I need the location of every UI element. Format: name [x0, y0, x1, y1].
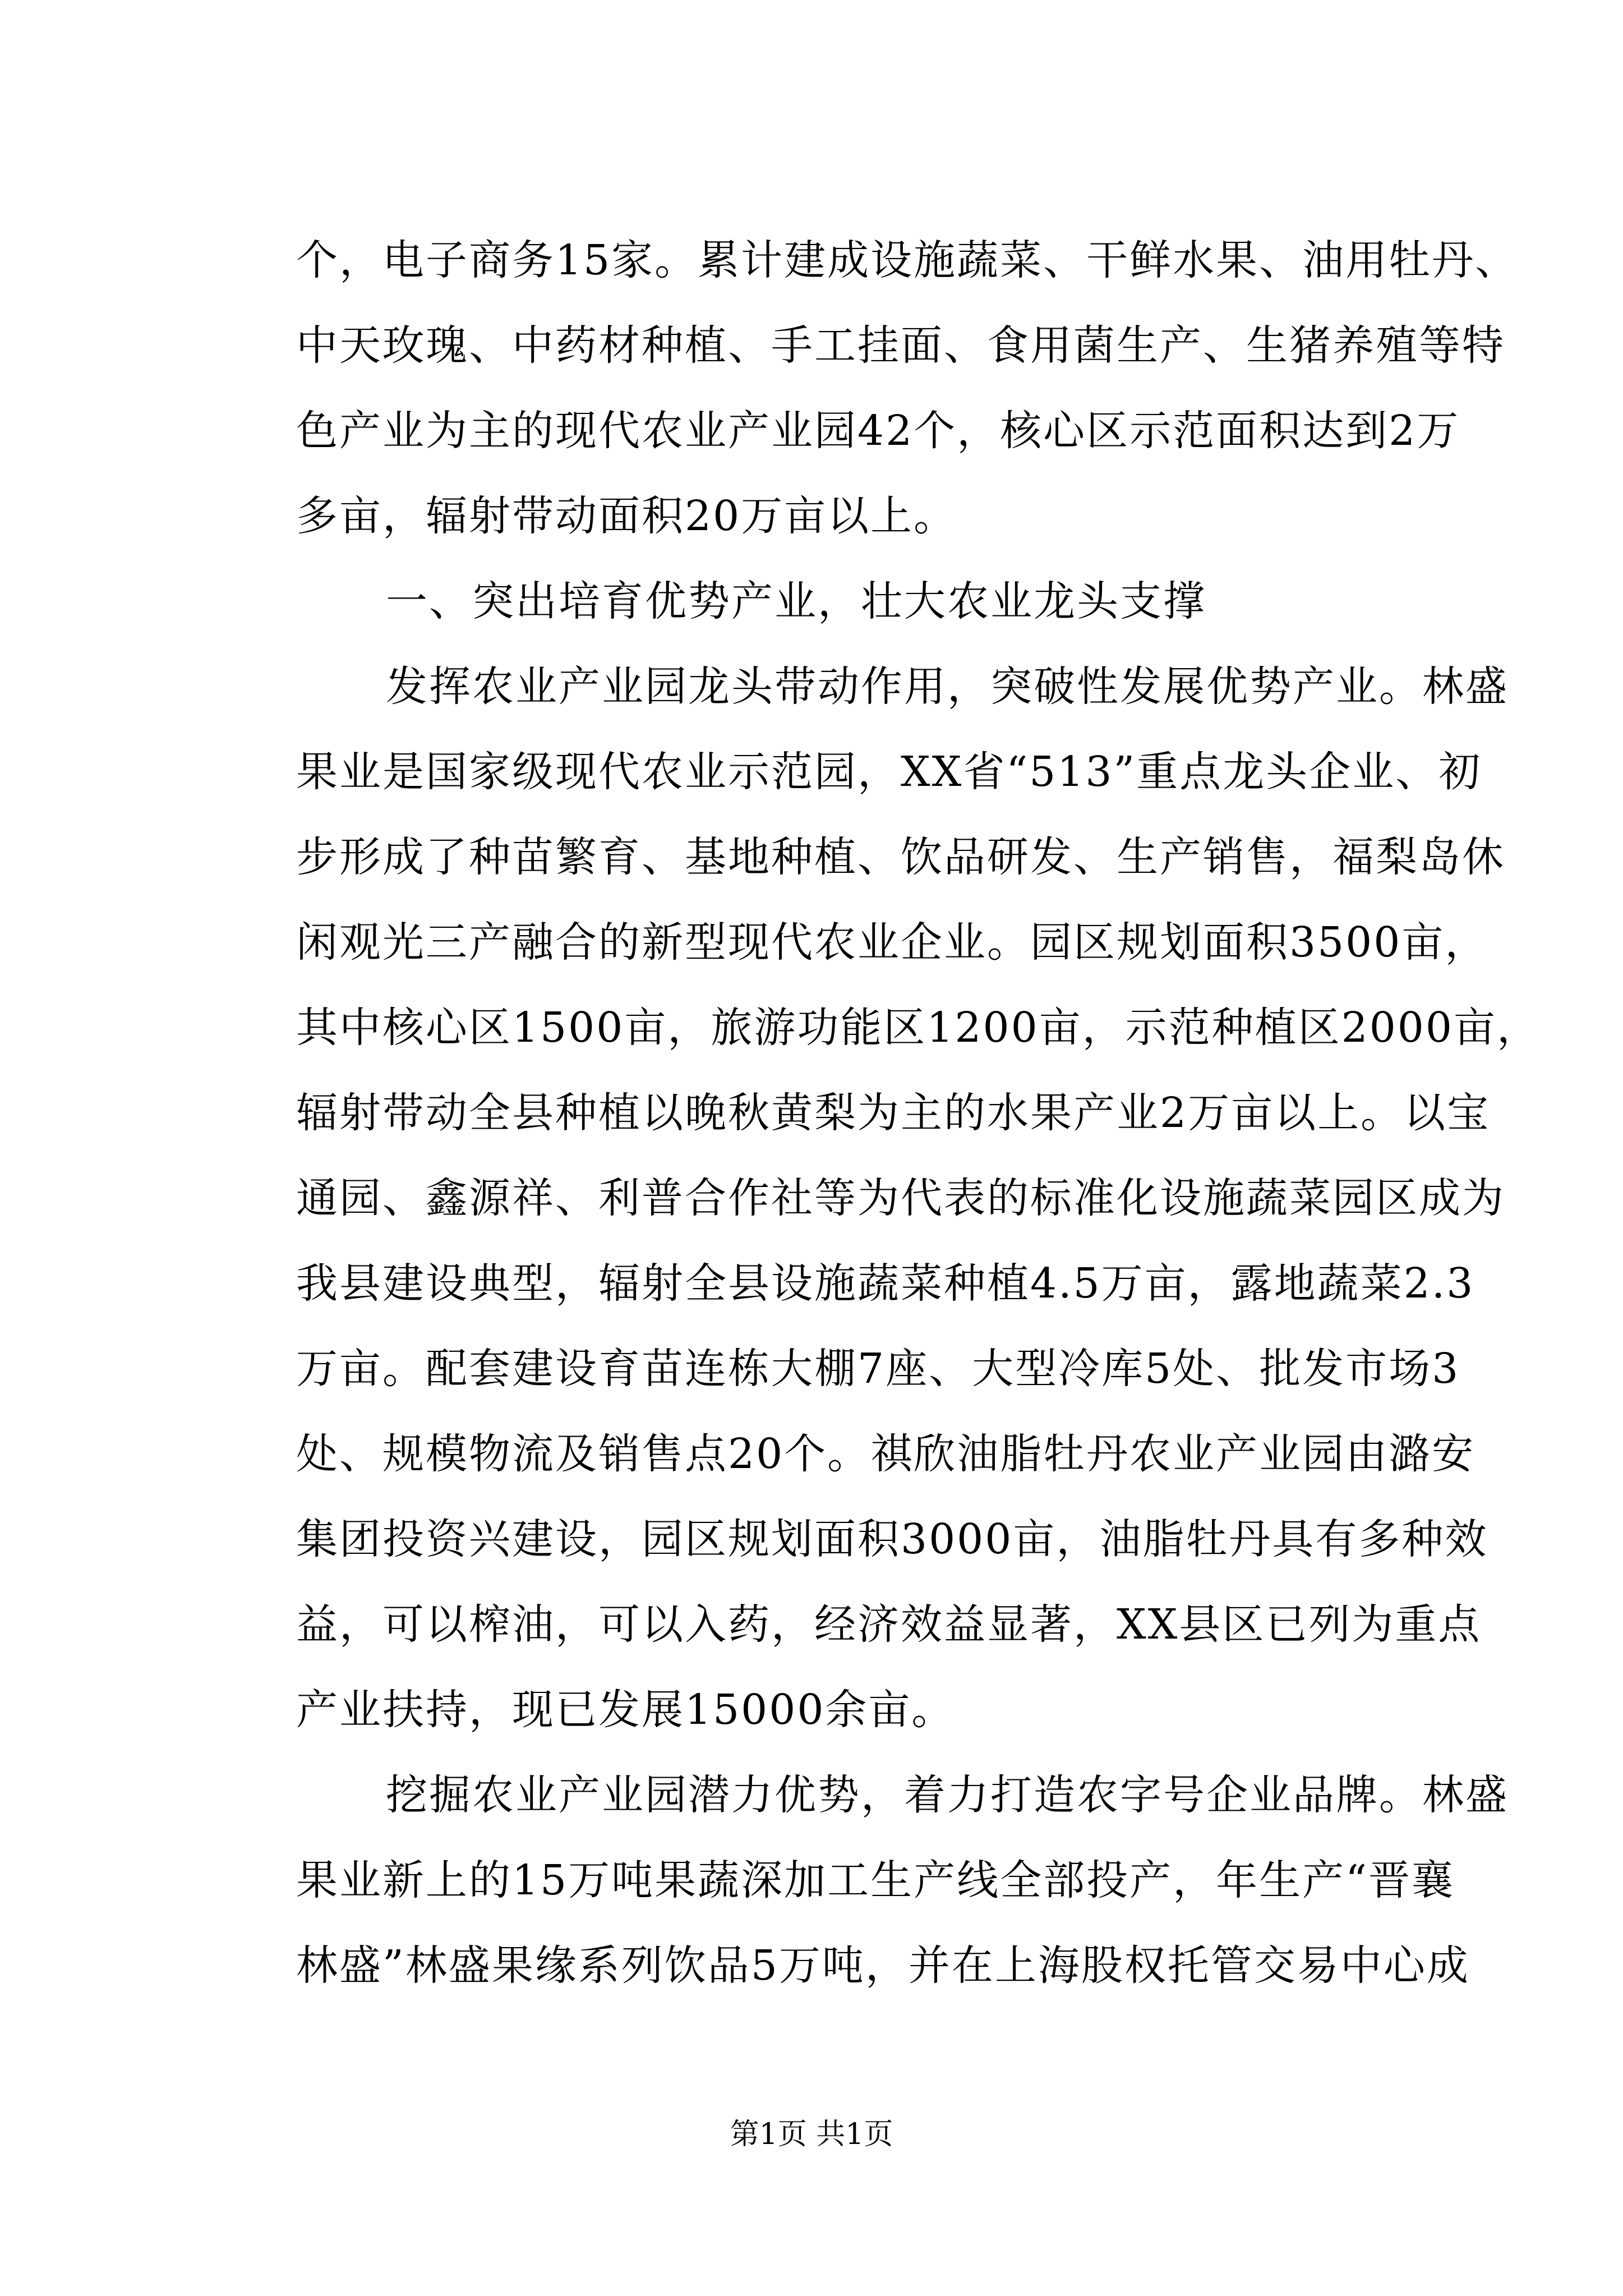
text-line: 步形成了种苗繁育、基地种植、饮品研发、生产销售，福梨岛休: [296, 833, 1505, 881]
text-line: 个，电子商务15家。累计建成设施蔬菜、干鲜水果、油用牡丹、: [296, 236, 1519, 284]
text-line: 通园、鑫源祥、利普合作社等为代表的标准化设施蔬菜园区成为: [296, 1174, 1505, 1222]
text-line: 果业是国家级现代农业示范园，XX省“513”重点龙头企业、初: [296, 748, 1482, 796]
heading-line: 一、突出培育优势产业，壮大农业龙头支撑: [386, 577, 1206, 625]
page-footer: 第1页 共1页: [730, 2118, 893, 2151]
paragraph: [296, 1752, 1509, 2008]
text-line: 集团投资兴建设，园区规划面积3000亩，油脂牡丹具有多种效: [296, 1515, 1488, 1563]
text-line: 我县建设典型，辐射全县设施蔬菜种植4.5万亩，露地蔬菜2.3: [296, 1259, 1475, 1308]
text-line: 闲观光三产融合的新型现代农业企业。园区规划面积3500亩，: [296, 918, 1488, 967]
text-line: 产业扶持，现已发展15000余亩。: [296, 1686, 955, 1734]
text-line: 多亩，辐射带动面积20万亩以上。: [296, 492, 957, 540]
text-line: 其中核心区1500亩，旅游功能区1200亩，示范种植区2000亩，: [296, 1004, 1540, 1052]
document-body: [296, 218, 1540, 2008]
text-line: 色产业为主的现代农业产业园42个，核心区示范面积达到2万: [296, 407, 1460, 455]
text-line: 辐射带动全县种植以晚秋黄梨为主的水果产业2万亩以上。以宝: [296, 1089, 1491, 1137]
section-heading: [296, 559, 1418, 644]
text-line: 万亩。配套建设育苗连栋大棚7座、大型冷库5处、批发市场3: [296, 1345, 1460, 1393]
text-line: 处、规模物流及销售点20个。祺欣油脂牡丹农业产业园由潞安: [296, 1430, 1476, 1478]
text-line: 挖掘农业产业园潜力优势，着力打造农字号企业品牌。林盛: [386, 1771, 1509, 1819]
text-line: 果业新上的15万吨果蔬深加工生产线全部投产，年生产“晋襄: [296, 1856, 1455, 1904]
text-line: 益，可以榨油，可以入药，经济效益显著，XX县区已列为重点: [296, 1600, 1482, 1649]
text-line: 中天玫瑰、中药材种植、手工挂面、食用菌生产、生猪养殖等特: [296, 321, 1505, 370]
paragraph: [296, 644, 1540, 1752]
paragraph: [296, 218, 1519, 559]
text-line: 林盛”林盛果缘系列饮品5万吨，并在上海股权托管交易中心成: [296, 1941, 1470, 1990]
text-line: 发挥农业产业园龙头带动作用，突破性发展优势产业。林盛: [386, 662, 1509, 711]
